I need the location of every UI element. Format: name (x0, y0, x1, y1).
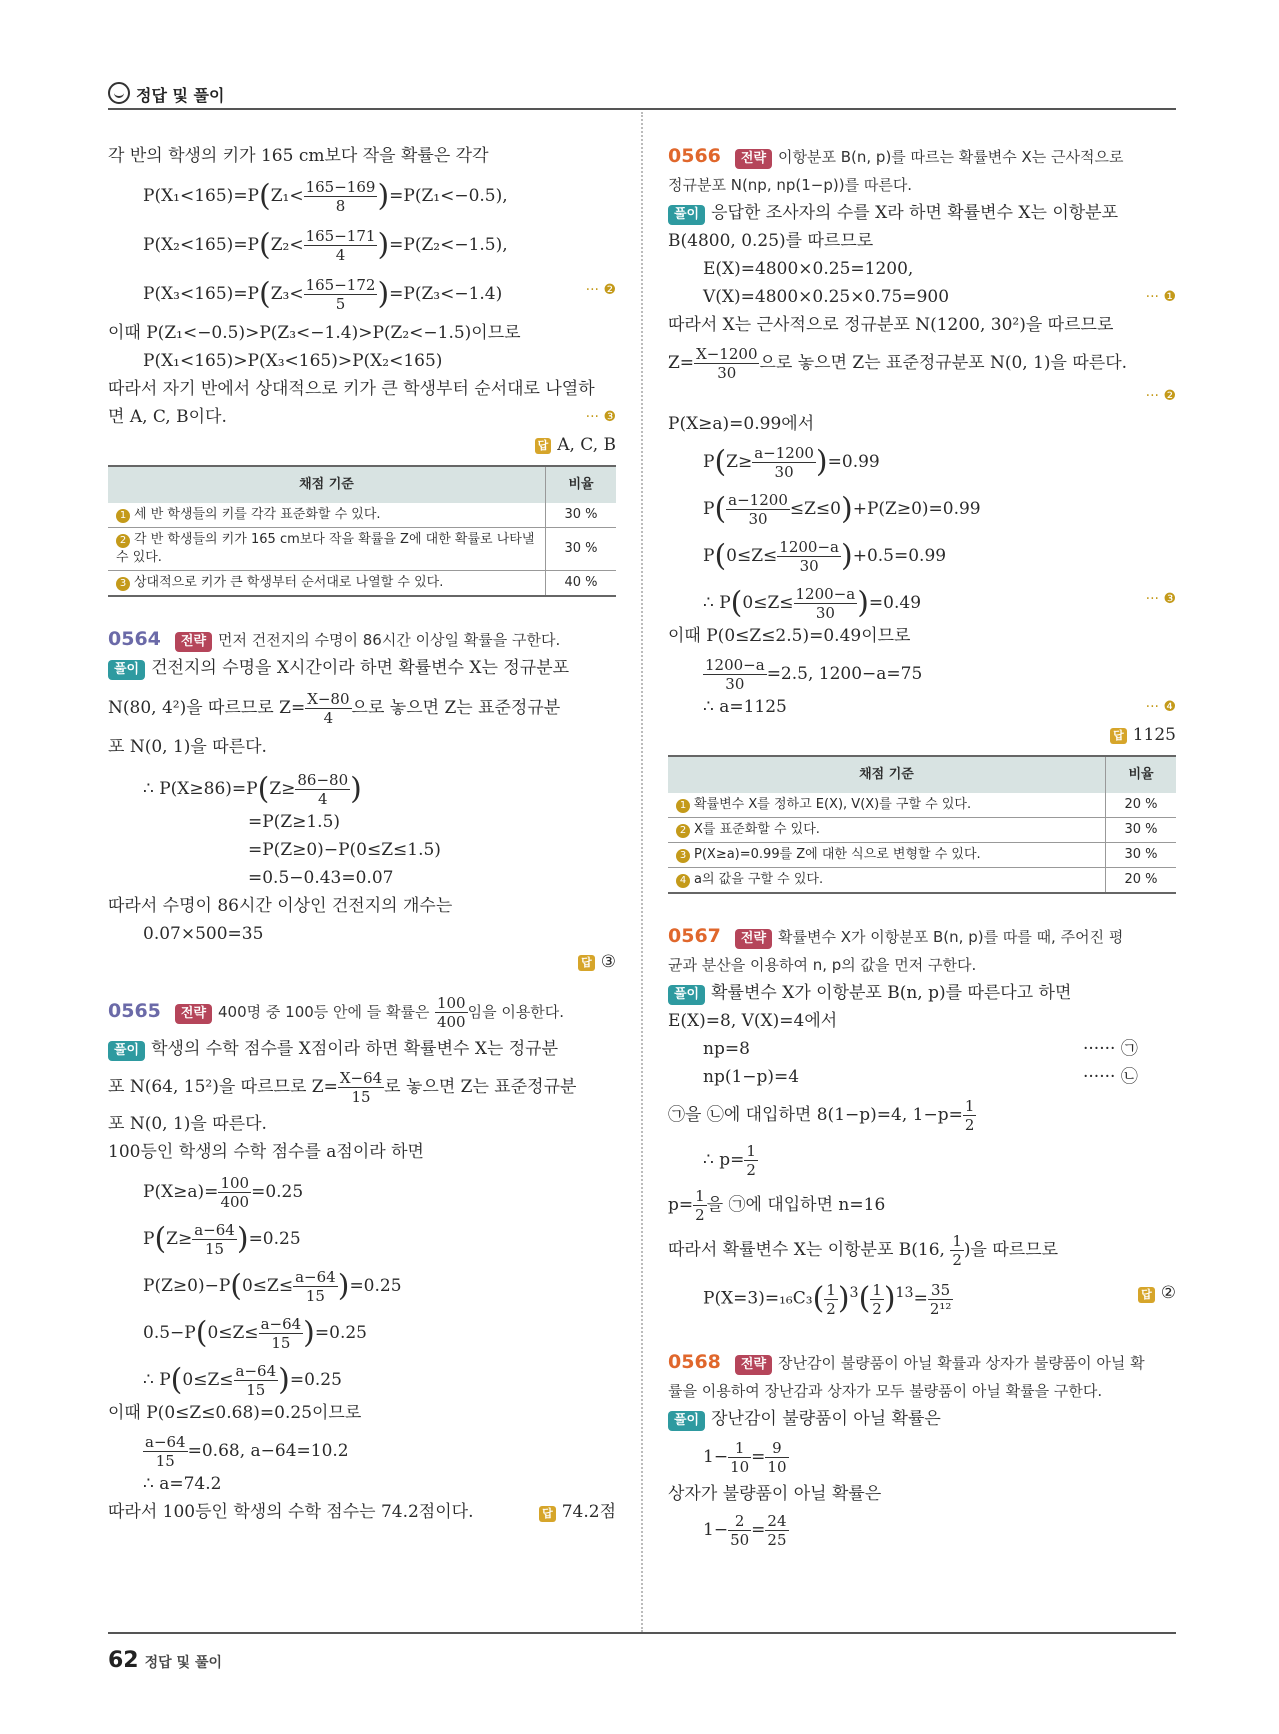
eq-p1: P(X₁<165)=P(Z₁< $\frac{165-169}{8}$ )=P(Z₁<−0.5), (143, 178, 508, 215)
problem-0565-fact: 이때 P(0≤Z≤0.68)=0.25이므로 (108, 1403, 362, 1423)
problem-0564-conclusion: 따라서 수명이 86시간 이상인 건전지의 개수는 (108, 896, 453, 916)
problem-0566-p4: ∴ P(0≤Z≤ $\frac{1200-a}{30}$ )=0.49 ··· ❸ (703, 585, 1176, 622)
problem-0567-line1: 풀이 확률변수 X가 이항분포 B(n, p)를 따른다고 하면 (668, 979, 1176, 1007)
problem-0565-eq7: ∴ a=74.2 (143, 1474, 222, 1494)
problem-0567-line2: E(X)=8, V(X)=4에서 (668, 1011, 838, 1031)
grading-table-right: 채점 기준 비율 1 확률변수 X를 정하고 E(X), V(X)를 구할 수 있다. 20 % 2 X를 표준화할 수 있다. 30 % 3 P(X≥a)=0.99를 Z에 대한 식으로 변형할 수 있다. 30 % 4 a의 값을 구할 수 있다. 20 % (668, 755, 1176, 894)
right-column (668, 142, 1176, 1549)
problem-0566-eq1: E(X)=4800×0.25=1200, (703, 259, 914, 279)
problem-0566-f3: ∴ a=1125 ··· ❹ (668, 693, 1176, 721)
compare-result: P(X₁<165)>P(X₃<165)>P(X₂<165) (143, 351, 443, 371)
problem-0568-eq2: 1− $\frac{2}{50}$ = $\frac{24}{25}$ (703, 1511, 787, 1549)
step-marker-3: ··· ❸ (585, 409, 616, 425)
step-marker-4: ··· ❹ (1145, 699, 1176, 715)
problem-0565-line1: 풀이 학생의 수학 점수를 X점이라 하면 확률변수 X는 정규분 (108, 1035, 616, 1063)
step-marker-1: ··· ❶ (1145, 289, 1176, 305)
step-marker-3: ··· ❸ (1145, 591, 1176, 607)
problem-0566-p0: P(X≥a)=0.99에서 (668, 414, 815, 434)
problem-0565-eq2: P(Z≥ $\frac{a-64}{15}$ )=0.25 (143, 1221, 301, 1258)
problem-0567-hint2: 균과 분산을 이용하여 n, p의 값을 먼저 구한다. (668, 956, 977, 974)
answer-icon: 답 (1110, 728, 1127, 744)
grading-table-left: 채점 기준 비율 1 세 반 학생들의 키를 각각 표준화할 수 있다. 30 % 2 각 반 학생들의 키가 165 cm보다 작을 확률을 Z에 대한 확률로 나타낼 수 있다. 30 % 3 상대적으로 키가 큰 학생부터 순서대로 나열할 수 있다. 40 % (108, 465, 616, 597)
smile-logo-icon (108, 82, 130, 104)
problem-0565-line2: 포 N(64, 15²)을 따르므로 Z= $\frac{X-64}{15}$ 로 놓으면 Z는 표준정규분 (108, 1069, 577, 1106)
answer-0567: ② (1160, 1283, 1176, 1303)
problem-0568-hint2: 률을 이용하여 장난감과 상자가 모두 불량품이 아닐 확률을 구한다. (668, 1381, 1103, 1400)
problem-0566-line2: B(4800, 0.25)를 따르므로 (668, 231, 874, 251)
page-number: 62 (108, 1648, 139, 1673)
header-title: 정답 및 풀이 (136, 86, 225, 105)
problem-0565-eq4: 0.5−P(0≤Z≤ $\frac{a-64}{15}$ )=0.25 (143, 1315, 367, 1352)
footer-divider (108, 1632, 1176, 1634)
problem-0564-header: 0564 전략 먼저 건전지의 수명이 86시간 이상일 확률을 구한다. (108, 628, 561, 650)
problem-0568-eq1: 1− $\frac{1}{10}$ = $\frac{9}{10}$ (703, 1438, 787, 1476)
problem-0565-conclusion: 따라서 100등인 학생의 수학 점수는 74.2점이다. 답 74.2점 (108, 1502, 616, 1522)
problem-0568-line2: 상자가 불량품이 아닐 확률은 (668, 1483, 882, 1504)
intro-line: 각 반의 학생의 키가 165 cm보다 작을 확률은 각각 (108, 146, 489, 166)
problem-0564-eq2: =P(Z≥1.5) (248, 812, 341, 832)
problem-0566-eq2: V(X)=4800×0.25×0.75=900 ··· ❶ (668, 283, 1176, 311)
problem-0565-eq3: P(Z≥0)−P(0≤Z≤ $\frac{a-64}{15}$ )=0.25 (143, 1268, 402, 1305)
step-marker-2: ··· ❷ (1145, 388, 1176, 404)
problem-0567-eq1: np=8 ······ ㉠ (703, 1039, 1138, 1059)
problem-0566-p2: P( $\frac{a-1200}{30}$ ≤Z≤0)+P(Z≥0)=0.99 (703, 491, 981, 528)
step-2-row (668, 382, 1176, 410)
problem-0567-s4: 따라서 확률변수 X는 이항분포 B(16, $\frac{1}{2}$ )을 따르므로 (668, 1232, 1059, 1269)
problem-0564-line2: N(80, 4²)을 따르므로 Z= $\frac{X-80}{4}$ 으로 놓으면 Z는 표준정규분 (108, 690, 561, 727)
problem-0566-fact: 이때 P(0≤Z≤2.5)=0.49이므로 (668, 626, 911, 646)
problem-0564-line1: 풀이 건전지의 수명을 X시간이라 하면 확률변수 X는 정규분포 (108, 654, 616, 682)
answer-0566: 답 1125 (668, 721, 1176, 749)
answer-0565: 74.2점 (561, 1502, 616, 1522)
eq-p2: P(X₂<165)=P(Z₂< $\frac{165-171}{4}$ )=P(Z₂<−1.5), (143, 227, 508, 264)
problem-0565-line4: 100등인 학생의 수학 점수를 a점이라 하면 (108, 1142, 424, 1162)
eq-p3: P(X₃<165)=P(Z₃< $\frac{165-172}{5}$ )=P(Z₃<−1.4) ··· ❷ (143, 276, 616, 313)
answer-icon: 답 (535, 438, 552, 454)
conclusion-line-1: 따라서 자기 반에서 상대적으로 키가 큰 학생부터 순서대로 나열하 (108, 379, 595, 399)
problem-0567-eq2: np(1−p)=4 ······ ㉡ (703, 1067, 1138, 1087)
conclusion-line-2: 면 A, C, B이다. ··· ❸ (108, 403, 616, 431)
problem-0564-result: 0.07×500=35 (143, 924, 264, 944)
problem-0567-header: 0567 전략 확률변수 X가 이항분포 B(n, p)를 따를 때, 주어진 평 (668, 925, 1124, 947)
column-divider (641, 112, 643, 1632)
problem-0566-hint2: 정규분포 N(np, np(1−p))를 따른다. (668, 176, 913, 194)
problem-0565-header: 0565 전략 400명 중 100등 안에 들 확률은 $\frac{100}{400}$ 임을 이용한다. (108, 994, 565, 1031)
footer-title: 정답 및 풀이 (144, 1655, 222, 1671)
problem-0564-line3: 포 N(0, 1)을 따른다. (108, 737, 267, 757)
answer-icon: 답 (539, 1506, 556, 1522)
problem-0566-line3: 따라서 X는 근사적으로 정규분포 N(1200, 30²)을 따르므로 (668, 315, 1114, 335)
problem-0566-p1: P(Z≥ $\frac{a-1200}{30}$ )=0.99 (703, 444, 880, 481)
problem-0565-eq1: P(X≥a)= $\frac{100}{400}$ =0.25 (143, 1174, 304, 1211)
problem-0567-s3: p= $\frac{1}{2}$ 을 ㉠에 대입하면 n=16 (668, 1187, 886, 1224)
problem-0566-line4: Z= $\frac{X-1200}{30}$ 으로 놓으면 Z는 표준정규분포 N(0, 1)을 따른다. (668, 345, 1128, 382)
problem-0566-line1: 풀이 응답한 조사자의 수를 X라 하면 확률변수 X는 이항분포 (668, 199, 1176, 227)
problem-0567-s2: ∴ p= $\frac{1}{2}$ (703, 1142, 756, 1179)
page-header (108, 80, 1176, 108)
problem-0568-header: 0568 전략 장난감이 불량품이 아닐 확률과 상자가 불량품이 아닐 확 (668, 1350, 1145, 1373)
problem-0564-eq3: =P(Z≥0)−P(0≤Z≤1.5) (248, 840, 441, 860)
answer-icon: 답 (578, 955, 595, 971)
problem-0566-f2: $\frac{1200-a}{30}$ =2.5, 1200−a=75 (705, 656, 923, 693)
problem-0564-eq4: =0.5−0.43=0.07 (248, 868, 394, 888)
answer-0564: 답 ③ (108, 948, 616, 976)
problem-0566-p3: P(0≤Z≤ $\frac{1200-a}{30}$ )+0.5=0.99 (703, 538, 947, 575)
problem-0564-eq1: ∴ P(X≥86)=P(Z≥ $\frac{86-80}{4}$ ) (143, 771, 362, 808)
problem-0567-s5: P(X=3)=₁₆C₃( $\frac{1}{2}$ )$^3$( $\frac{1}{2}$ )$^{13}$= $\frac{35}{\text{2¹²}}$ 답 ② (703, 1280, 1176, 1318)
problem-0566-header: 0566 전략 이항분포 B(n, p)를 따르는 확률변수 X는 근사적으로 (668, 145, 1124, 167)
page-footer (108, 1648, 222, 1673)
problem-0567-s1: ㉠을 ㉡에 대입하면 8(1−p)=4, 1−p= $\frac{1}{2}$ (668, 1097, 975, 1134)
answer-icon: 답 (1138, 1287, 1155, 1303)
step-marker-2: ··· ❷ (585, 282, 616, 298)
problem-0568-line1: 풀이 장난감이 불량품이 아닐 확률은 (668, 1405, 1176, 1433)
problem-0565-line3: 포 N(0, 1)을 따른다. (108, 1114, 267, 1134)
problem-0565-eq6: $\frac{a-64}{15}$ =0.68, a−64=10.2 (145, 1433, 349, 1470)
header-divider (108, 108, 1176, 110)
compare-line: 이때 P(Z₁<−0.5)>P(Z₃<−1.4)>P(Z₂<−1.5)이므로 (108, 323, 521, 343)
answer-0563: 답 A, C, B (108, 431, 616, 459)
problem-0565-eq5: ∴ P(0≤Z≤ $\frac{a-64}{15}$ )=0.25 (143, 1362, 342, 1399)
left-column (108, 142, 616, 1526)
